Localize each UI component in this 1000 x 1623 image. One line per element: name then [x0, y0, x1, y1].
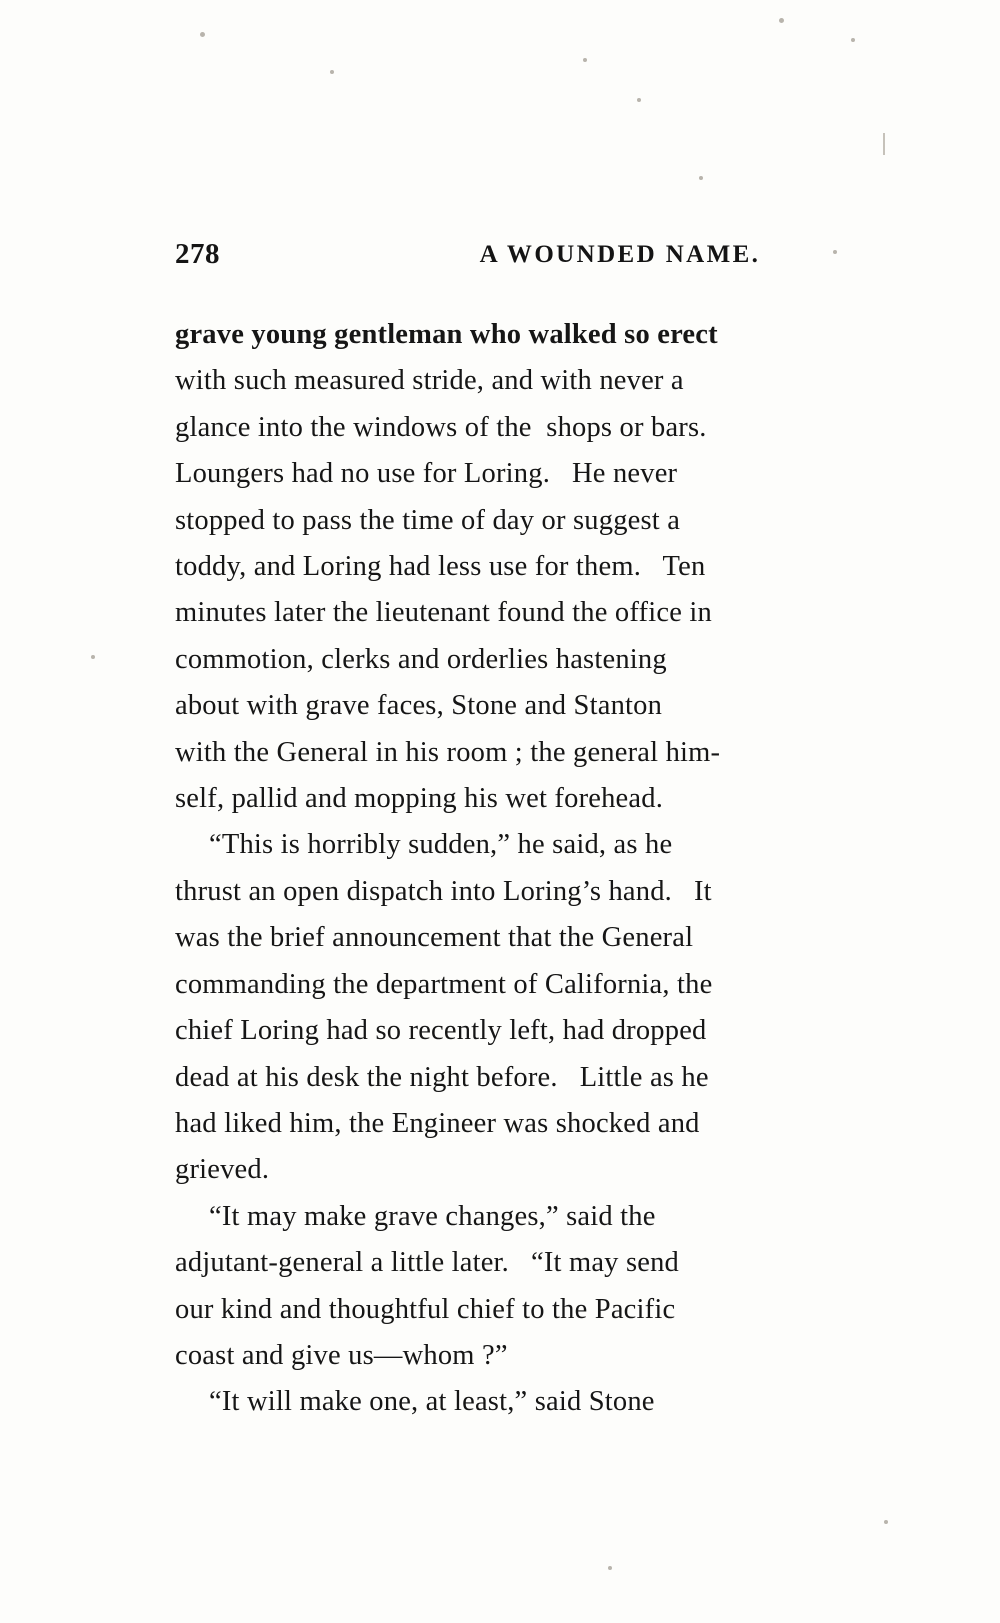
paragraph — [175, 312, 867, 822]
text-line: stopped to pass the time of day or suggest a — [175, 504, 681, 536]
text-line: glance into the windows of the shops or bars. — [175, 411, 707, 443]
text-line: our kind and thoughtful chief to the Pacific — [175, 1293, 676, 1325]
page-header — [175, 238, 865, 282]
text-line: grave young gentleman who walked so erect — [175, 319, 718, 350]
scan-speck — [851, 38, 855, 42]
page-body — [175, 312, 867, 1426]
text-line: Loungers had no use for Loring. He never — [175, 458, 678, 490]
scan-speck — [699, 176, 703, 180]
text-line: coast and give us—whom ?” — [175, 1339, 508, 1371]
paragraph — [175, 822, 867, 1193]
scan-speck — [608, 1566, 612, 1570]
paragraph — [175, 1194, 867, 1380]
scan-speck — [884, 1520, 888, 1524]
scan-speck — [200, 32, 205, 37]
scan-tick — [883, 133, 885, 155]
text-line: commanding the department of California, the — [175, 968, 713, 1000]
running-head: A WOUNDED NAME. — [479, 241, 761, 268]
text-line: was the brief announcement that the General — [175, 922, 694, 954]
text-line: grieved. — [175, 1154, 270, 1186]
text-line: adjutant-general a little later. “It may send — [175, 1247, 679, 1279]
scan-speck — [583, 58, 587, 62]
scan-speck — [91, 655, 95, 659]
page-number: 278 — [175, 238, 220, 270]
text-line: with the General in his room ; the general him- — [175, 736, 721, 768]
text-line: toddy, and Loring had less use for them. Ten — [175, 551, 706, 583]
text-line: thrust an open dispatch into Loring’s hand. It — [175, 875, 712, 907]
text-line: with such measured stride, and with never a — [175, 365, 684, 397]
text-line: chief Loring had so recently left, had dropped — [175, 1015, 707, 1047]
scan-speck — [330, 70, 334, 74]
text-line: “It may make grave changes,” said the — [209, 1200, 656, 1232]
scan-speck — [637, 98, 641, 102]
text-line: about with grave faces, Stone and Stanton — [175, 690, 663, 722]
text-line: dead at his desk the night before. Little as he — [175, 1061, 709, 1093]
text-line: had liked him, the Engineer was shocked and — [175, 1107, 700, 1139]
text-line: self, pallid and mopping his wet forehead. — [175, 783, 664, 815]
scan-speck — [779, 18, 784, 23]
text-line: minutes later the lieutenant found the office in — [175, 597, 712, 629]
text-line: “It will make one, at least,” said Stone — [209, 1386, 655, 1418]
paragraph — [175, 1379, 867, 1425]
text-line: commotion, clerks and orderlies hastening — [175, 643, 667, 675]
text-line: “This is horribly sudden,” he said, as he — [209, 829, 673, 861]
